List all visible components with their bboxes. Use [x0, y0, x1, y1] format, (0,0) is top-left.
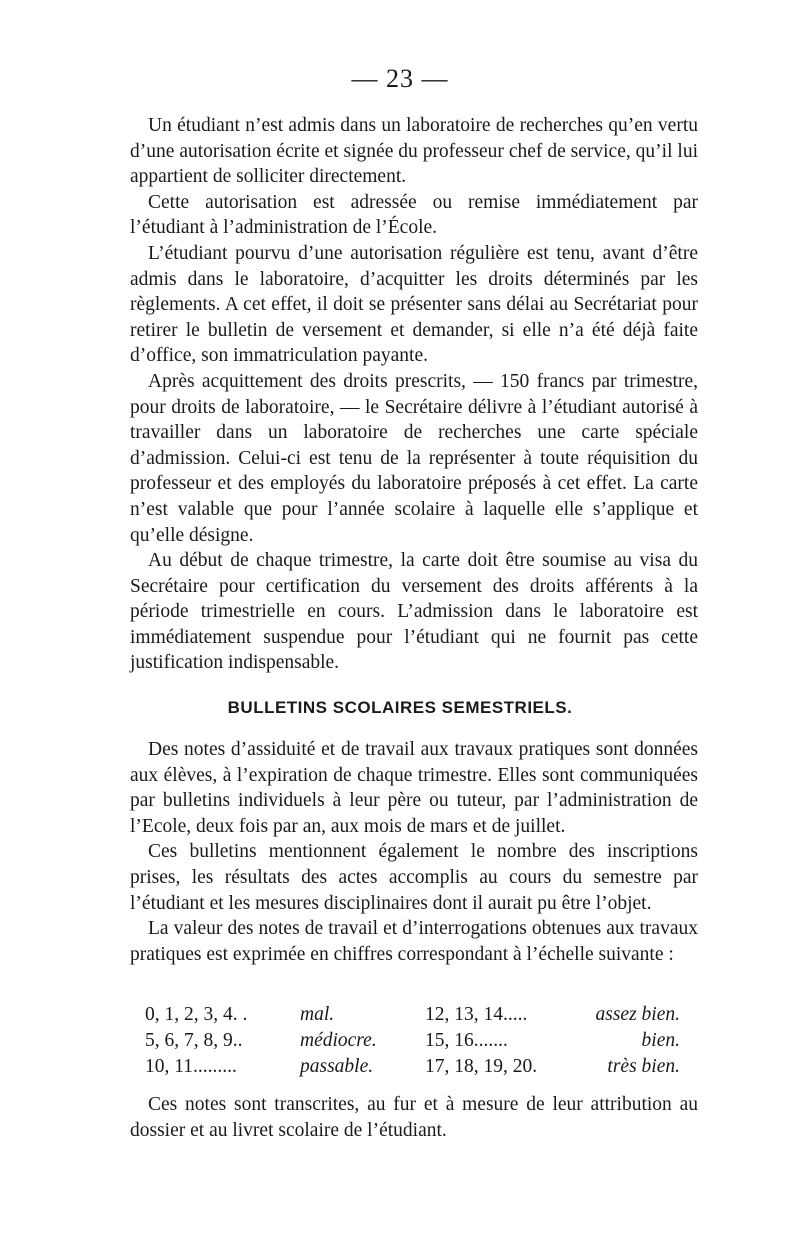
grade-label: mal. [300, 1004, 335, 1025]
body-text-bulletins [130, 737, 698, 967]
grade-numbers: 0, 1, 2, 3, 4. . [145, 1004, 248, 1025]
grade-row [145, 1056, 680, 1082]
grade-numbers: 15, 16....... [425, 1030, 508, 1051]
grade-row [145, 1004, 680, 1030]
closing-paragraph [130, 1092, 698, 1143]
grade-label: très bien. [607, 1056, 680, 1077]
paragraph: L’étudiant pourvu d’une autorisation régulière est tenu, avant d’être admis dans le laboratoire, d’acquitter les droits déterminés par les règlements. A cet effet, il doit se présenter sans délai au Secrétariat pour retirer le bulletin de versement et demander, si elle n’a été déjà faite d’office, son immatriculation payante. [130, 242, 698, 367]
grade-numbers: 5, 6, 7, 8, 9.. [145, 1030, 243, 1051]
section-heading: BULLETINS SCOLAIRES SEMESTRIELS. [227, 698, 573, 717]
grade-label: passable. [300, 1056, 374, 1077]
grade-numbers: 12, 13, 14..... [425, 1004, 528, 1025]
grade-numbers: 17, 18, 19, 20. [425, 1056, 538, 1077]
paragraph: Ces notes sont transcrites, au fur et à mesure de leur attribution au dossier et au livret scolaire de l’étudiant. [130, 1094, 698, 1141]
grade-row [145, 1030, 680, 1056]
paragraph: Cette autorisation est adressée ou remise immédiatement par l’étudiant à l’administration de l’École. [130, 191, 698, 239]
grade-scale-table [145, 1004, 680, 1082]
paragraph: Des notes d’assiduité et de travail aux travaux pratiques sont données aux élèves, à l’expiration de chaque trimestre. Elles sont communiquées par bulletins individuels à leur père ou tuteur, par l’administration de l’Ecole, deux fois par an, aux mois de mars et de juillet. [130, 739, 698, 837]
paragraph: La valeur des notes de travail et d’interrogations obtenues aux travaux pratiques est exprimée en chiffres correspondant à l’échelle suivante : [130, 918, 698, 965]
paragraph: Un étudiant n’est admis dans un laboratoire de recherches qu’en vertu d’une autorisation écrite et signée du professeur chef de service, qu’il lui appartient de solliciter directement. [130, 115, 698, 188]
grade-label: bien. [641, 1030, 680, 1051]
page-number: — 23 — [351, 64, 449, 93]
grade-label: assez bien. [595, 1004, 680, 1025]
paragraph: Au début de chaque trimestre, la carte doit être soumise au visa du Secrétaire pour certification du versement des droits afférents à la période trimestrielle en cours. L’admission dans le laboratoire est immédiatement suspendue pour l’étudiant qui ne fournit pas cette justification indispensable. [130, 550, 698, 674]
paragraph: Ces bulletins mentionnent également le nombre des inscriptions prises, les résultats des actes accomplis au cours du semestre par l’étudiant et les mesures disciplinaires dont il aurait pu être l’objet. [130, 841, 698, 914]
paragraph: Après acquittement des droits prescrits, — 150 francs par trimestre, pour droits de laboratoire, — le Secrétaire délivre à l’étudiant autorisé à travailler dans un laboratoire de recherches une carte spéciale d’admission. Celui-ci est tenu de la représenter à toute réquisition du professeur et des employés du laboratoire préposés à cet effet. La carte n’est valable que pour l’année scolaire à laquelle elle s’applique et qu’elle désigne. [130, 370, 698, 546]
grade-label: médiocre. [300, 1030, 377, 1051]
body-text-admission [130, 113, 698, 676]
grade-numbers: 10, 11......... [145, 1056, 237, 1077]
